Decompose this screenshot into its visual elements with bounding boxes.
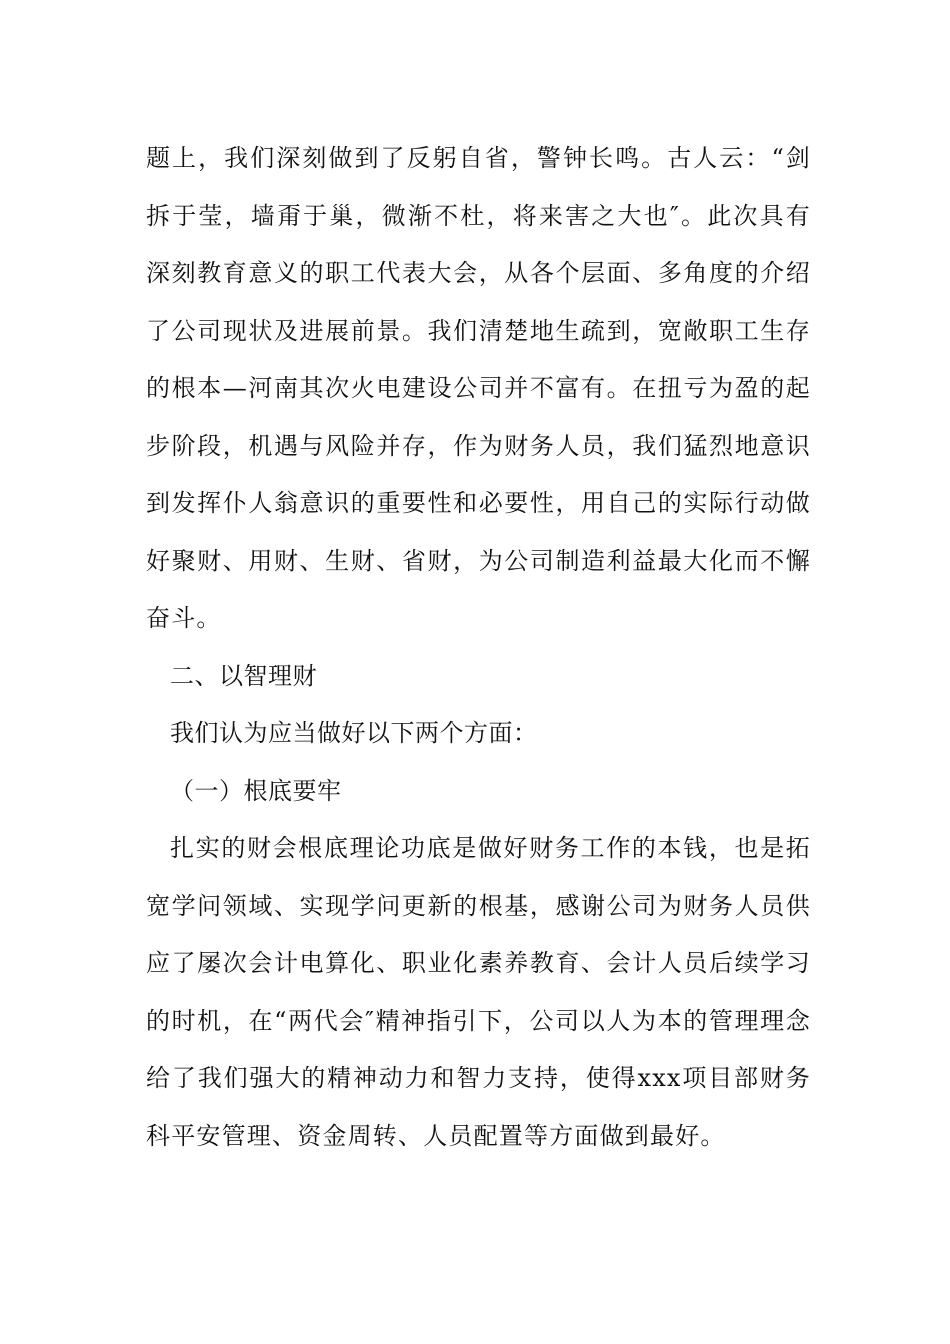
paragraph-foundation: 扎实的财会根底理论功底是做好财务工作的本钱，也是拓宽学问领域、实现学问更新的根基，感谢公司为财务人员供应了屡次会计电算化、职业化素养教育、会计人员后续学习的时机，在“两代会″精神指引下，公司以人为本的管理理念给了我们强大的精神动力和智力支持，使得xxx项目部财务科平安管理、资金周转、人员配置等方面做到最好。: [146, 834, 811, 1150]
document-body: [146, 130, 811, 1165]
paragraph-continuation: 题上，我们深刻做到了反躬自省，警钟长鸣。古人云：“剑拆于莹，墙甭于巢，微渐不杜，将来害之大也″。此次具有深刻教育意义的职工代表大会，从各个层面、多角度的介绍了公司现状及进展前景。我们清楚地生疏到，宽敞职工生存的根本—河南其次火电建设公司并不富有。在扭亏为盈的起步阶段，机遇与风险并存，作为财务人员，我们猛烈地意识到发挥仆人翁意识的重要性和必要性，用自己的实际行动做好聚财、用财、生财、省财，为公司制造利益最大化而不懈奋斗。: [146, 144, 811, 632]
paragraph-intro: 我们认为应当做好以下两个方面：: [170, 719, 538, 747]
subsection-heading-1: （一）根底要牢: [170, 776, 342, 805]
section-heading-2: 二、以智理财: [170, 661, 317, 690]
